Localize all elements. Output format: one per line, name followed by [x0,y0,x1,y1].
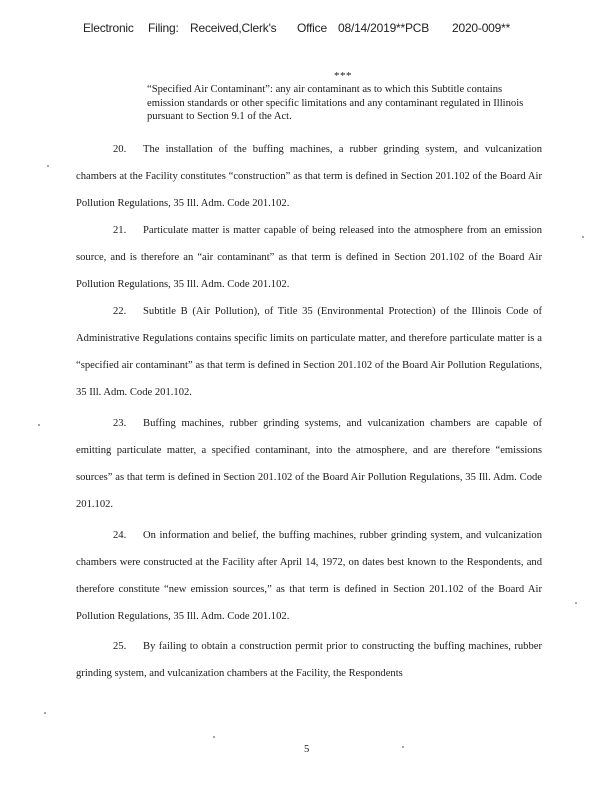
header-date: 08/14/2019**PCB [338,21,430,35]
paragraph-24 [76,522,542,630]
paragraph-20 [76,136,542,217]
scan-speck [582,236,584,238]
paragraph-number: 22. [113,306,127,317]
paragraph-23 [76,410,542,518]
section-break-stars: *** [334,70,352,82]
paragraph-text: By failing to obtain a construction permit prior to constructing the buffing machines, rubber grinding system, and vulcanization chambers at the Facility, the Respondents [76,641,542,680]
scan-speck [44,712,46,714]
paragraph-text: Buffing machines, rubber grinding systems, and vulcanization chambers are capable of emitting particulate matter, a specified contaminant, into the atmosphere, and are therefore “emissions sources” as that term is defined in Section 201.102 of the Board Air Pollution Regulations, 35 Ill. Adm. Code 201.102. [76,418,542,511]
paragraph-text: On information and belief, the buffing machines, rubber grinding system, and vulcanization chambers were constructed at the Facility after April 14, 1972, on dates best known to the Respondents, and therefore constitute “new emission sources,” as that term is defined in Section 201.102 of the Board Air Pollution Regulations, 35 Ill. Adm. Code 201.102. [76,530,542,623]
scan-speck [575,602,577,604]
header-received: Received,Clerk's [190,21,277,35]
scan-speck [47,165,49,167]
paragraph-number: 25. [113,641,127,652]
page-number: 5 [304,744,310,755]
paragraph-text: Particulate matter is matter capable of being released into the atmosphere from an emission source, and is therefore an “air contaminant” as that term is defined in Section 201.102 of the Board Air Pollution Regulations, 35 Ill. Adm. Code 201.102. [76,225,542,291]
paragraph-22 [76,298,542,406]
paragraph-25 [76,633,542,687]
paragraph-text: The installation of the buffing machines, a rubber grinding system, and vulcanization chambers at the Facility constitutes “construction” as that term is defined in Section 201.102 of the Board Air Pollution Regulations, 35 Ill. Adm. Code 201.102. [76,144,542,210]
header-case: 2020-009** [452,21,511,35]
header-filing: Filing: [148,21,179,35]
block-quote-definition: “Specified Air Contaminant”: any air contaminant as to which this Subtitle contains emission standards or other specific limitations and any contaminant regulated in Illinois pursuant to Section 9.1 of the Act. [147,84,524,122]
header-electronic: Electronic [83,21,134,35]
paragraph-number: 24. [113,530,127,541]
filing-stamp-header [0,21,616,37]
header-office: Office [297,21,327,35]
scan-speck [402,746,404,748]
paragraph-number: 21. [113,225,127,236]
scan-speck [213,736,215,738]
paragraph-number: 20. [113,144,127,155]
paragraph-text: Subtitle B (Air Pollution), of Title 35 (Environmental Protection) of the Illinois Code of Administrative Regulations contains specific limits on particulate matter, and therefore particulate matter is a “specified air contaminant” as that term is defined in Section 201.102 of the Board Air Pollution Regulations, 35 Ill. Adm. Code 201.102. [76,306,542,399]
scan-speck [38,424,40,426]
paragraph-21 [76,217,542,298]
paragraph-number: 23. [113,418,127,429]
